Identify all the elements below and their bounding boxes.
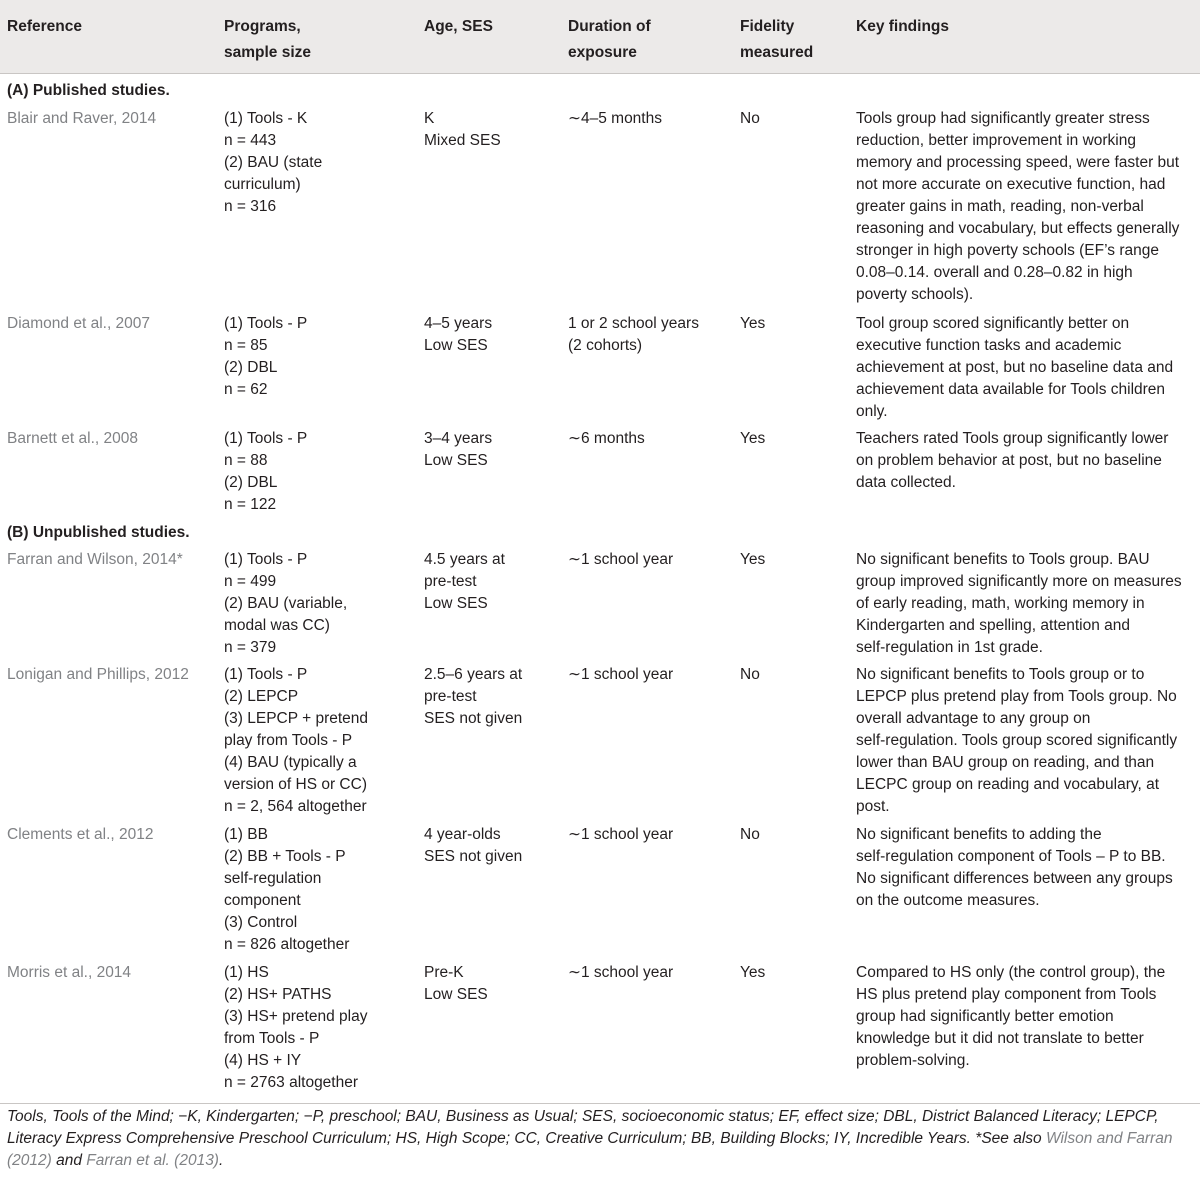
header-programs [224,14,311,66]
footnote-citation-link[interactable]: Wilson and Farran [1045,1130,1173,1147]
row-findings: No significant benefits to Tools group. BAU group improved significantly more on measures of early reading, math, working memory in Kindergarten and spelling, attention and self-regulation in 1st grade. [856,551,1182,656]
footnote-text: Literacy Express Comprehensive Preschool Curriculum; HS, High Scope; CC, Creative Curriculum; BB, Building Blocks; IY, Incredible Years. *See also [7,1130,1046,1147]
header-fidelity [740,14,813,66]
row-age-ses: 4.5 years at pre-test Low SES [424,551,505,612]
row-duration: ∼6 months [568,430,645,447]
row-reference: Lonigan and Phillips, 2012 [7,666,189,683]
row-reference: Clements et al., 2012 [7,826,154,843]
row-fidelity: No [740,826,760,843]
row-age-ses: Pre-K Low SES [424,964,488,1003]
header-age: Age, SES [424,18,493,35]
row-age-ses: 2.5–6 years at pre-test SES not given [424,666,523,727]
row-findings: No significant benefits to Tools group or to LEPCP plus pretend play from Tools group. No overall advantage to any group on self-regulation. Tools group scored significantly lower than BAU group on reading, and than LECPC group on reading and vocabulary, at post. [856,666,1178,815]
row-reference: Barnett et al., 2008 [7,430,138,447]
row-programs: (1) Tools - P n = 88 (2) DBL n = 122 [224,430,308,513]
header-programs-line1: Programs, [224,18,301,35]
row-reference: Blair and Raver, 2014 [7,110,157,127]
footnote-text: and [51,1152,87,1169]
row-fidelity: Yes [740,430,766,447]
row-findings: Teachers rated Tools group significantly lower on problem behavior at post, but no baseline data collected. [856,430,1169,491]
header-fidelity-line2: measured [740,44,814,61]
footnote-line2 [7,1128,1195,1150]
row-fidelity: Yes [740,551,766,568]
row-findings: No significant benefits to adding the self-regulation component of Tools – P to BB. No significant differences between any groups on the outcome measures. [856,826,1173,909]
footnote-line3 [7,1150,1195,1172]
footnote-citation-link[interactable]: Farran et al. (2013) [86,1152,219,1169]
row-duration: ∼4–5 months [568,110,662,127]
row-age-ses: K Mixed SES [424,110,501,149]
header-duration [568,14,651,66]
table-bottom-rule [0,1103,1200,1104]
row-fidelity: No [740,110,760,127]
header-duration-line2: exposure [568,44,637,61]
row-duration: ∼1 school year [568,666,674,683]
footnote-text: . [218,1152,224,1169]
row-programs: (1) Tools - P (2) LEPCP (3) LEPCP + pretend play from Tools - P (4) BAU (typically a version of HS or CC) n = 2, 564 altogether [224,666,369,815]
row-fidelity: Yes [740,964,766,981]
header-findings: Key findings [856,18,950,35]
row-fidelity: No [740,666,760,683]
row-duration: ∼1 school year [568,551,674,568]
table-footnote [7,1106,1195,1172]
section-unpublished: (B) Unpublished studies. [7,524,190,541]
row-duration: 1 or 2 school years (2 cohorts) [568,315,699,354]
row-duration: ∼1 school year [568,826,674,843]
row-programs: (1) Tools - P n = 85 (2) DBL n = 62 [224,315,308,398]
row-age-ses: 4–5 years Low SES [424,315,493,354]
row-reference: Diamond et al., 2007 [7,315,151,332]
row-age-ses: 4 year-olds SES not given [424,826,523,865]
row-reference: Farran and Wilson, 2014* [7,551,183,568]
row-findings: Compared to HS only (the control group), the HS plus pretend play component from Tools group had significantly better emotion knowledge but it did not translate to better problem-solving. [856,964,1166,1069]
row-programs: (1) Tools - P n = 499 (2) BAU (variable, modal was CC) n = 379 [224,551,348,656]
footnote-line1: Tools, Tools of the Mind; −K, Kindergarten; −P, preschool; BAU, Business as Usual; SES, socioeconomic status; EF, effect size; DBL, District Balanced Literacy; LEPCP, [7,1108,1159,1125]
row-age-ses: 3–4 years Low SES [424,430,493,469]
header-duration-line1: Duration of [568,18,651,35]
row-duration: ∼1 school year [568,964,674,981]
header-fidelity-line1: Fidelity [740,18,795,35]
header-programs-line2: sample size [224,44,312,61]
section-published: (A) Published studies. [7,82,170,99]
row-reference: Morris et al., 2014 [7,964,132,981]
row-fidelity: Yes [740,315,766,332]
footnote-citation-link[interactable]: (2012) [7,1152,52,1169]
row-programs: (1) HS (2) HS+ PATHS (3) HS+ pretend play from Tools - P (4) HS + IY n = 2763 altogether [224,964,368,1091]
row-programs: (1) Tools - K n = 443 (2) BAU (state curriculum) n = 316 [224,110,323,215]
row-findings: Tool group scored significantly better on executive function tasks and academic achievement at post, but no baseline data and achievement data available for Tools children only. [856,315,1174,420]
row-programs: (1) BB (2) BB + Tools - P self-regulation component (3) Control n = 826 altogether [224,826,350,953]
header-reference: Reference [7,18,82,35]
row-findings: Tools group had significantly greater stress reduction, better improvement in working memory and processing speed, were faster but not more accurate on executive function, had greater gains in math, reading, non-verbal reasoning and vocabulary, but effects generally stronger in high poverty schools (EF’s range 0.08–0.14. overall and 0.28–0.82 in high poverty schools). [856,110,1180,303]
